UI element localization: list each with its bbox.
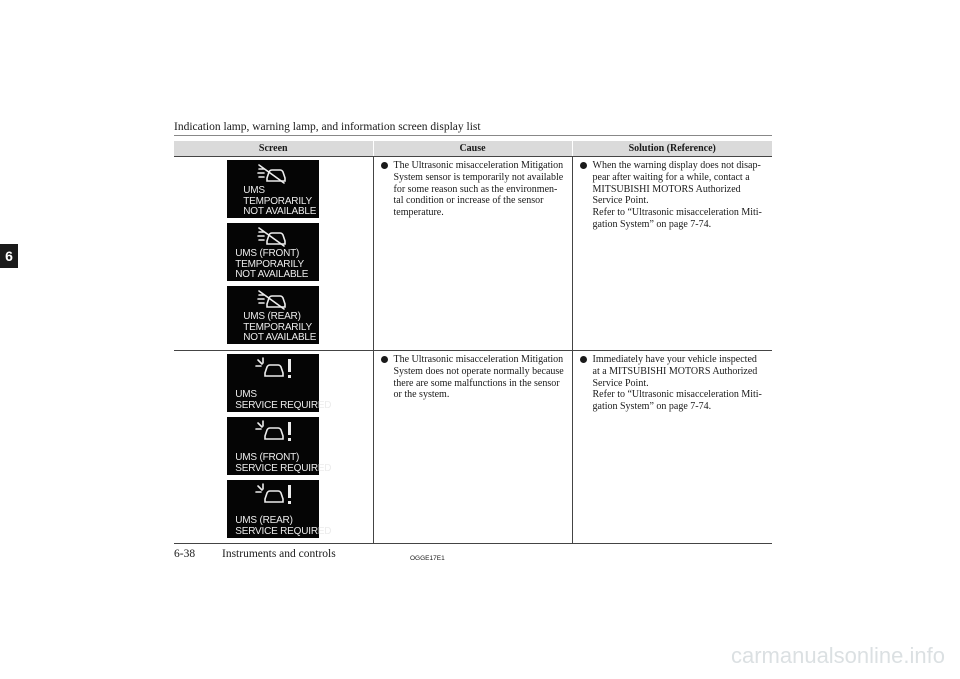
display-screen-ums-rear-unavailable: [227, 286, 319, 344]
cause-cell: [373, 157, 572, 351]
cause-cell: [373, 351, 572, 544]
solution-text-line: When the warning display does not disap-: [592, 160, 761, 171]
chapter-tab: 6: [0, 244, 18, 268]
header-divider: [174, 135, 772, 136]
solution-text-line: pear after waiting for a while, contact a: [592, 171, 750, 183]
display-text: [235, 453, 331, 474]
bullet-icon: [381, 356, 388, 363]
cause-text-line: or the system.: [393, 389, 450, 401]
solution-text-line: gation System” on page 7-74.: [592, 401, 712, 413]
display-line: NOT AVAILABLE: [243, 332, 317, 343]
display-line: NOT AVAILABLE: [235, 269, 309, 280]
display-screen-ums-unavailable: [227, 160, 319, 218]
display-screen-ums-front-unavailable: [227, 223, 319, 281]
section-title: Instruments and controls: [222, 548, 336, 560]
display-list-table: [174, 141, 772, 544]
screen-cell: [174, 157, 373, 351]
solution-bullet-item: [573, 160, 773, 231]
cause-text-line: temperature.: [393, 207, 444, 219]
solution-cell: [572, 351, 772, 544]
cause-text-line: System sensor is temporarily not available: [393, 171, 564, 183]
ums-unavailable-icon: [255, 289, 289, 311]
ums-unavailable-icon: [255, 163, 289, 185]
solution-text-line: Refer to “Ultrasonic misacceleration Miti-: [592, 389, 762, 401]
solution-text-line: Service Point.: [592, 195, 649, 207]
solution-text-line: gation System” on page 7-74.: [592, 218, 712, 230]
solution-text-line: Refer to “Ultrasonic misacceleration Miti-: [592, 207, 762, 219]
ums-service-warning-icon: [255, 483, 295, 507]
page-header-title: Indication lamp, warning lamp, and information screen display list: [174, 121, 481, 133]
table-row: [174, 351, 772, 544]
cause-bullet-item: [374, 160, 572, 219]
ums-service-warning-icon: [255, 420, 295, 444]
display-line: NOT AVAILABLE: [243, 206, 317, 217]
display-line: UMS (REAR): [243, 311, 301, 322]
screen-cell: [174, 351, 373, 544]
display-line: UMS (REAR): [235, 515, 293, 526]
display-text: [235, 249, 308, 281]
cause-text-line: The Ultrasonic misacceleration Mitigation: [393, 160, 564, 171]
solution-text-line: Service Point.: [592, 377, 649, 389]
bullet-icon: [381, 162, 388, 169]
cause-text-line: System does not operate normally because: [393, 365, 564, 377]
document-code: OGGE17E1: [410, 555, 445, 562]
display-screen-ums-service: [227, 354, 332, 412]
display-line: UMS (FRONT): [235, 452, 300, 463]
solution-text-line: at a MITSUBISHI MOTORS Authorized: [592, 365, 758, 377]
ums-unavailable-icon: [255, 226, 289, 248]
bullet-icon: [580, 162, 587, 169]
solution-text-line: MITSUBISHI MOTORS Authorized: [592, 183, 741, 195]
display-screen-ums-front-service: [227, 417, 332, 475]
display-line: SERVICE REQUIRED: [235, 462, 332, 474]
display-line: TEMPORARILY: [243, 195, 312, 207]
cause-text-line: The Ultrasonic misacceleration Mitigation: [393, 354, 564, 365]
solution-cell: [572, 157, 772, 351]
page-number: 6-38: [174, 548, 196, 560]
cause-bullet-item: [374, 354, 572, 401]
column-header-solution: Solution (Reference): [572, 141, 772, 157]
solution-text-line: Immediately have your vehicle inspected: [592, 354, 757, 365]
display-line: UMS: [235, 389, 257, 400]
table-row: [174, 157, 772, 351]
display-line: SERVICE REQUIRED: [235, 399, 332, 411]
column-header-cause: Cause: [373, 141, 572, 157]
display-line: UMS (FRONT): [235, 248, 300, 259]
cause-text-line: for some reason such as the environmen-: [393, 183, 558, 195]
cause-text-line: there are some malfunctions in the sensor: [393, 377, 560, 389]
watermark: carmanualsonline.info: [730, 643, 945, 668]
display-text: [235, 516, 331, 537]
ums-service-warning-icon: [255, 357, 295, 381]
display-line: UMS: [243, 185, 265, 196]
display-line: SERVICE REQUIRED: [235, 525, 332, 537]
table-header-row: [174, 141, 772, 157]
solution-bullet-item: [573, 354, 773, 413]
display-line: TEMPORARILY: [243, 321, 312, 333]
bullet-icon: [580, 356, 587, 363]
display-line: TEMPORARILY: [235, 258, 304, 270]
cause-text-line: tal condition or increase of the sensor: [393, 195, 544, 207]
display-text: [235, 390, 331, 411]
display-text: [243, 186, 316, 218]
column-header-screen: Screen: [174, 141, 373, 157]
display-text: [243, 312, 316, 344]
display-screen-ums-rear-service: [227, 480, 332, 538]
